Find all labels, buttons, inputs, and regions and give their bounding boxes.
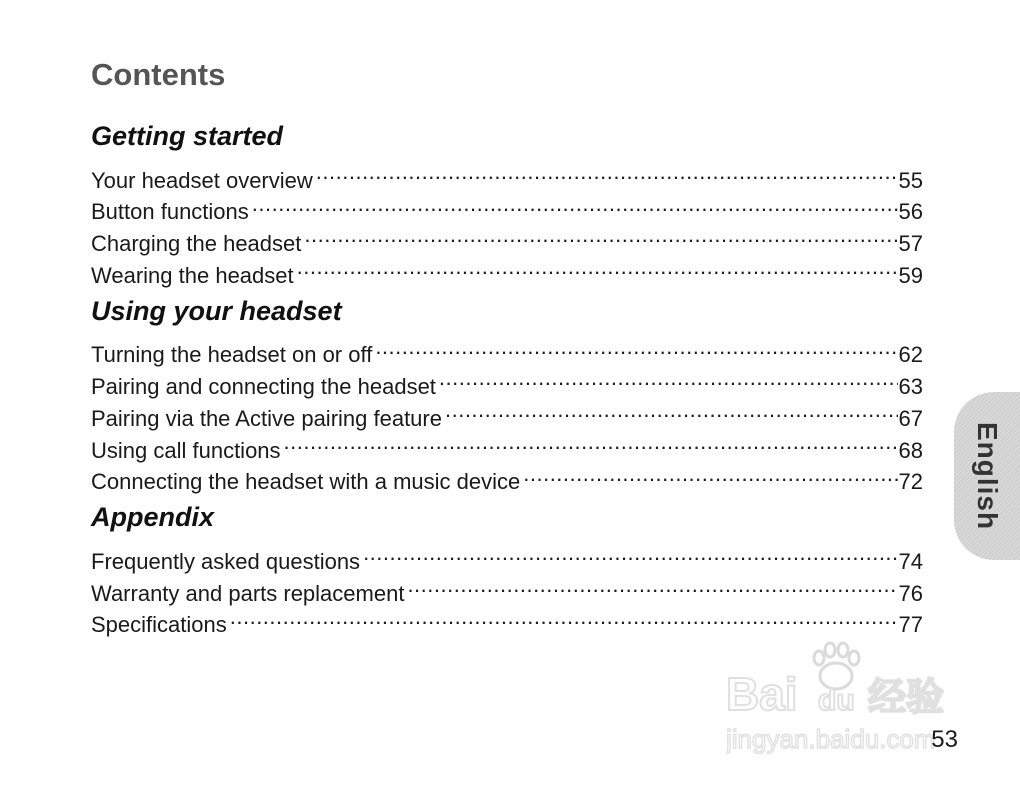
table-of-contents [91, 116, 923, 638]
dot-leader [316, 156, 898, 188]
section-heading: Getting started [91, 121, 284, 151]
toc-entry-page: 74 [898, 548, 923, 574]
language-tab [954, 392, 1020, 560]
page-number: 53 [931, 726, 958, 753]
toc-entry-label: Button functions [91, 199, 249, 225]
dot-leader [439, 362, 898, 394]
toc-entry-label: Frequently asked questions [91, 548, 361, 574]
toc-entry-page: 55 [898, 167, 923, 193]
toc-entry-page: 63 [898, 374, 923, 400]
svg-text:Bai: Bai [726, 668, 798, 720]
dot-leader [363, 537, 897, 569]
dot-leader [252, 188, 898, 220]
dot-leader [407, 569, 897, 601]
toc-entry-page: 56 [898, 199, 923, 225]
toc-entry-page: 72 [898, 469, 923, 495]
section-heading: Appendix [91, 502, 215, 533]
toc-entry-page: 76 [898, 580, 923, 606]
dot-leader [523, 458, 897, 490]
language-tab-label: English [972, 421, 1003, 531]
toc-entry-page: 67 [898, 405, 923, 431]
toc-entry-page: 57 [898, 231, 923, 257]
dot-leader [284, 426, 898, 458]
svg-text:经验: 经验 [868, 675, 945, 719]
svg-text:du: du [818, 684, 855, 717]
toc-section-appendix [91, 497, 923, 638]
page-title: Contents [91, 57, 226, 92]
toc-entry-label: Connecting the headset with a music device [91, 469, 521, 495]
toc-entry-page: 59 [898, 262, 923, 288]
toc-entry[interactable] [91, 156, 923, 193]
toc-entry-label: Using call functions [91, 437, 281, 463]
toc-entry-label: Wearing the headset [91, 262, 294, 288]
toc-entry-page: 62 [898, 342, 923, 368]
toc-entry[interactable] [91, 537, 923, 574]
toc-entry-label: Your headset overview [91, 167, 313, 193]
toc-entry-label: Pairing and connecting the headset [91, 374, 436, 400]
section-heading: Using your headset [91, 295, 342, 326]
dot-leader [445, 394, 898, 426]
toc-entry-label: Turning the headset on or off [91, 342, 373, 368]
toc-entry[interactable] [91, 331, 923, 368]
toc-entry-label: Warranty and parts replacement [91, 580, 405, 606]
watermark-url: jingyan.baidu.com [726, 724, 936, 754]
baidu-jingyan-watermark [726, 640, 966, 760]
toc-entry-label: Pairing via the Active pairing feature [91, 405, 442, 431]
toc-entry-page: 77 [898, 612, 923, 638]
toc-entry-label: Specifications [91, 612, 227, 638]
dot-leader [304, 219, 897, 251]
toc-entry-label: Charging the headset [91, 231, 302, 257]
paw-icon [814, 643, 859, 689]
dot-leader [297, 251, 898, 283]
toc-entry-page: 68 [898, 437, 923, 463]
dot-leader [375, 331, 897, 363]
toc-section-using-your-headset [91, 291, 923, 495]
dot-leader [230, 601, 898, 633]
toc-section-getting-started [91, 116, 923, 288]
